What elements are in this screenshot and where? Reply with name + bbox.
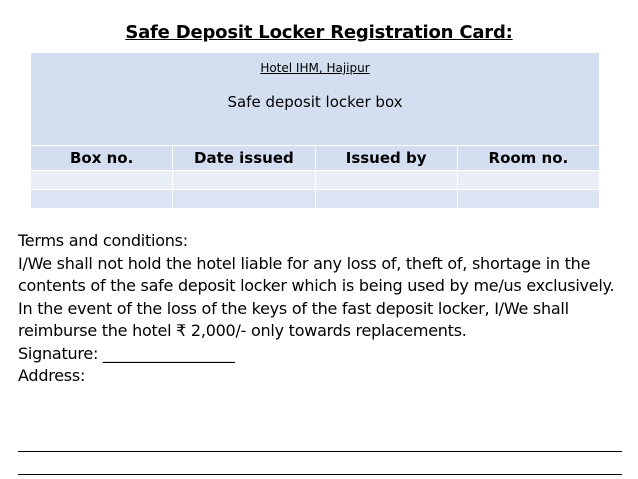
table-cell[interactable] [457, 171, 599, 190]
table-cell[interactable] [315, 171, 457, 190]
table-cell[interactable] [173, 171, 315, 190]
col-room-no: Room no. [457, 146, 599, 171]
table-cell[interactable] [31, 171, 173, 190]
terms-clause-liability: I/We shall not hold the hotel liable for any loss of, theft of, shortage in the contents of the safe deposit locker which is being used by me/us exclusively. [18, 253, 615, 295]
col-issued-by: Issued by [315, 146, 457, 171]
hotel-name: Hotel IHM, Hajipur [260, 61, 370, 75]
table-cell[interactable] [315, 190, 457, 209]
address-label: Address: [18, 366, 86, 385]
address-line[interactable] [18, 451, 622, 452]
locker-card-table [30, 52, 600, 209]
card-header [31, 53, 600, 146]
col-date-issued: Date issued [173, 146, 315, 171]
table-row [31, 171, 600, 190]
table-cell[interactable] [173, 190, 315, 209]
table-row [31, 190, 600, 209]
table-cell[interactable] [31, 190, 173, 209]
card-subtitle: Safe deposit locker box [227, 93, 403, 111]
table-header-row [31, 146, 600, 171]
col-box-no: Box no. [31, 146, 173, 171]
page-title: Safe Deposit Locker Registration Card: [125, 22, 513, 43]
signature-field[interactable]: Signature: _________________ [18, 343, 235, 363]
terms-clause-keys: In the event of the loss of the keys of the fast deposit locker, I/We shall reimburse the hotel ₹ 2,000/- only towards replacements. [18, 298, 569, 340]
table-cell[interactable] [457, 190, 599, 209]
terms-heading: Terms and conditions: [18, 231, 188, 250]
terms-section [18, 230, 630, 388]
address-line[interactable] [18, 474, 622, 475]
